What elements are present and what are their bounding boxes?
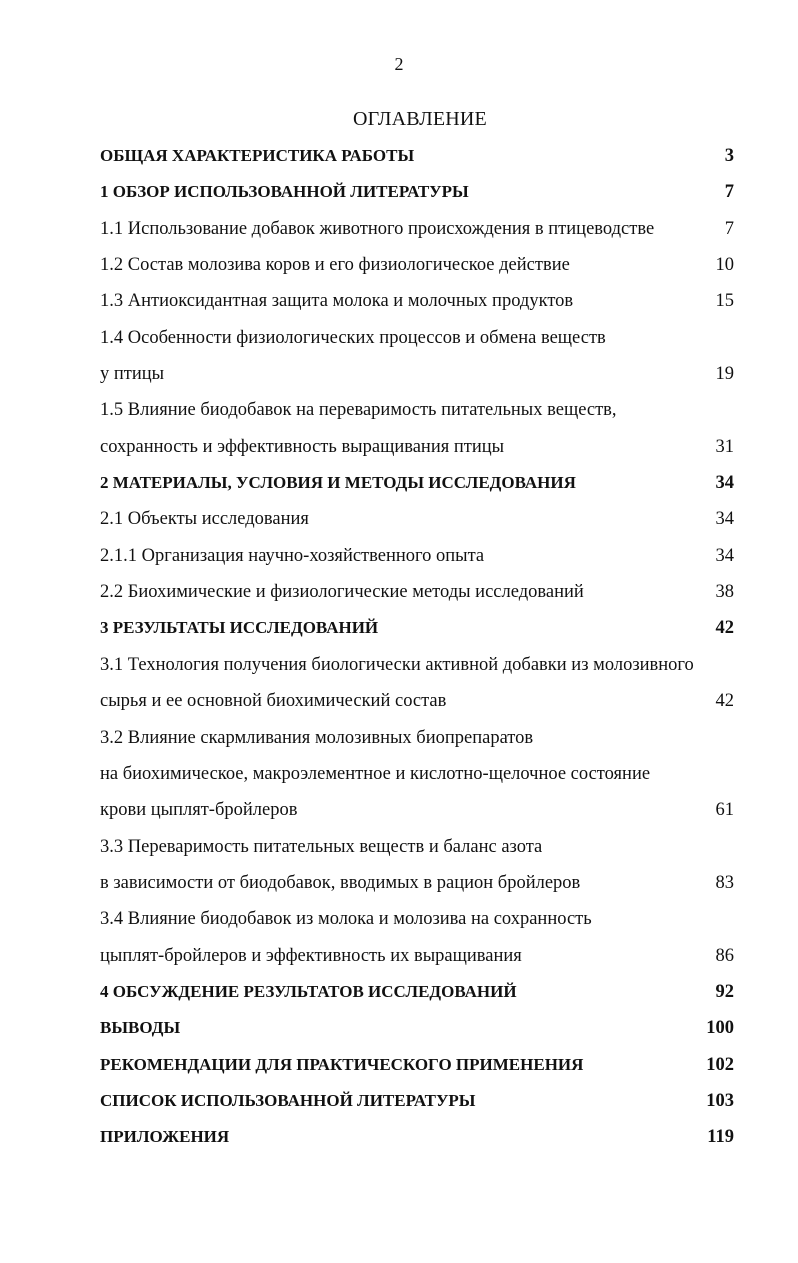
toc-entry-3-4 — [100, 901, 740, 937]
toc-entry-text: в зависимости от биодобавок, вводимых в рацион бройлеров — [100, 872, 581, 893]
toc-entry-text: 3.4 Влияние биодобавок из молока и молозива на сохранность — [100, 909, 592, 930]
toc-entry-text: сырья и ее основной биохимический состав — [100, 691, 447, 712]
toc-entry-chapter-3 — [100, 610, 740, 646]
toc-entry-text: цыплят-бройлеров и эффективность их выращивания — [100, 945, 522, 966]
toc-entry-text: 3.3 Переваримость питательных веществ и баланс азота — [100, 836, 543, 857]
toc-entry-3-1-cont — [100, 683, 740, 719]
toc-entry-recommendations — [100, 1047, 740, 1083]
toc-entry-page: 38 — [715, 582, 734, 603]
toc-entry-text: 2 МАТЕРИАЛЫ, УСЛОВИЯ И МЕТОДЫ ИССЛЕДОВАНИЯ — [100, 473, 576, 493]
toc-entry-page: 10 — [715, 255, 734, 276]
toc-entry-2-1 — [100, 501, 740, 537]
toc-entry-references — [100, 1083, 740, 1119]
toc-entry-general — [100, 138, 740, 174]
toc-entry-page: 19 — [715, 364, 734, 385]
toc-entry-page: 61 — [715, 800, 734, 821]
toc-entry-page: 103 — [706, 1090, 734, 1111]
toc-entry-page: 86 — [715, 945, 734, 966]
toc-entry-page: 3 — [724, 146, 734, 166]
toc-entry-1-2 — [100, 247, 740, 283]
toc-entry-3-3-cont — [100, 865, 740, 901]
toc-entry-1-1 — [100, 211, 740, 247]
toc-entry-3-4-cont — [100, 938, 740, 974]
toc-entry-page: 100 — [706, 1018, 734, 1039]
toc-entry-text: 1.3 Антиоксидантная защита молока и молочных продуктов — [100, 291, 574, 312]
toc-entry-page: 102 — [706, 1054, 734, 1075]
toc-entry-text: 1.2 Состав молозива коров и его физиологическое действие — [100, 255, 570, 276]
toc-entry-text: СПИСОК ИСПОЛЬЗОВАННОЙ ЛИТЕРАТУРЫ — [100, 1090, 476, 1110]
toc-entry-text: 1.4 Особенности физиологических процессов и обмена веществ — [100, 327, 606, 348]
toc-entry-text: сохранность и эффективность выращивания птицы — [100, 436, 505, 457]
toc-entry-text: 2.2 Биохимические и физиологические методы исследований — [100, 582, 584, 603]
toc-entry-text: крови цыплят-бройлеров — [100, 800, 298, 821]
toc-entry-text: 3.2 Влияние скармливания молозивных биопрепаратов — [100, 727, 534, 748]
toc-entry-1-3 — [100, 283, 740, 319]
toc-entry-page: 92 — [715, 981, 734, 1002]
toc-entry-page: 34 — [715, 545, 734, 566]
toc-entry-text: 3 РЕЗУЛЬТАТЫ ИССЛЕДОВАНИЙ — [100, 618, 379, 638]
toc-entry-text: ОБЩАЯ ХАРАКТЕРИСТИКА РАБОТЫ — [100, 146, 415, 165]
toc-entry-chapter-4 — [100, 974, 740, 1010]
toc-entry-text: 1.5 Влияние биодобавок на переваримость питательных веществ, — [100, 400, 617, 421]
toc-entry-3-2 — [100, 720, 740, 756]
toc-entry-page: 42 — [715, 618, 734, 639]
toc-entry-page: 83 — [715, 872, 734, 893]
toc-entry-page: 15 — [715, 291, 734, 312]
toc-entry-text: РЕКОМЕНДАЦИИ ДЛЯ ПРАКТИЧЕСКОГО ПРИМЕНЕНИЯ — [100, 1054, 584, 1074]
toc-entry-text: на биохимическое, макроэлементное и кислотно-щелочное состояние — [100, 763, 651, 784]
toc-entry-text: ВЫВОДЫ — [100, 1018, 181, 1038]
toc-entry-conclusions — [100, 1010, 740, 1046]
toc-entry-1-5 — [100, 392, 740, 428]
toc-entry-3-3 — [100, 829, 740, 865]
toc-title: ОГЛАВЛЕНИЕ — [353, 108, 487, 130]
toc-entry-2-2 — [100, 574, 740, 610]
toc-entry-chapter-1 — [100, 174, 740, 210]
toc-entry-2-1-1 — [100, 538, 740, 574]
toc-entry-text: 2.1 Объекты исследования — [100, 509, 309, 530]
toc-entry-3-2-cont — [100, 792, 740, 828]
toc-entry-page: 119 — [707, 1127, 734, 1148]
toc-entry-1-4-cont — [100, 356, 740, 392]
toc-entry-page: 34 — [715, 509, 734, 530]
toc-entry-chapter-2 — [100, 465, 740, 501]
toc-entry-page: 42 — [715, 691, 734, 712]
toc-entry-page: 7 — [724, 218, 734, 239]
table-of-contents — [100, 138, 740, 1156]
toc-entry-text: 1.1 Использование добавок животного происхождения в птицеводстве — [100, 218, 655, 239]
toc-entry-text: 2.1.1 Организация научно-хозяйственного опыта — [100, 545, 485, 566]
toc-entry-text: 3.1 Технология получения биологически активной добавки из молозивного — [100, 654, 694, 675]
toc-entry-1-5-cont — [100, 429, 740, 465]
toc-entry-3-1 — [100, 647, 740, 683]
page-number: 2 — [394, 54, 404, 74]
toc-entry-text: ПРИЛОЖЕНИЯ — [100, 1127, 230, 1147]
toc-entry-page: 34 — [715, 473, 734, 494]
toc-entry-page: 31 — [715, 436, 734, 457]
toc-entry-text: 1 ОБЗОР ИСПОЛЬЗОВАННОЙ ЛИТЕРАТУРЫ — [100, 182, 469, 202]
toc-entry-1-4 — [100, 320, 740, 356]
toc-entry-3-2-cont — [100, 756, 740, 792]
toc-entry-appendices — [100, 1119, 740, 1155]
toc-entry-text: 4 ОБСУЖДЕНИЕ РЕЗУЛЬТАТОВ ИССЛЕДОВАНИЙ — [100, 981, 517, 1001]
toc-entry-text: у птицы — [100, 364, 165, 385]
toc-entry-page: 7 — [724, 182, 734, 203]
